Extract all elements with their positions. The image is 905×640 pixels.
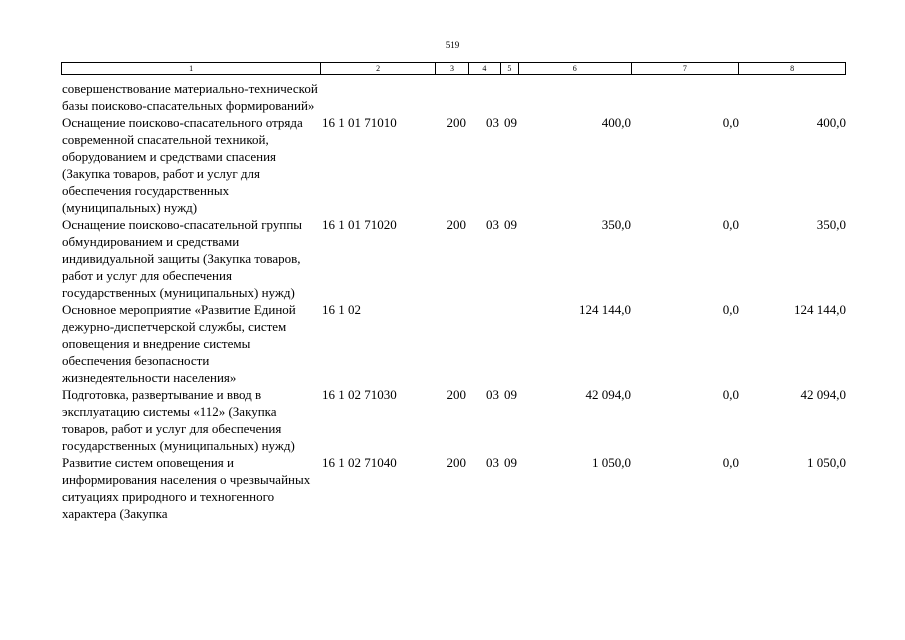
row-col3: 200 — [446, 387, 466, 402]
row-value-6: 42 094,0 — [585, 387, 631, 402]
table-row — [61, 386, 851, 454]
row-value-6: 400,0 — [601, 115, 631, 130]
row-code: 16 1 02 71030 — [322, 387, 397, 402]
page-number: 519 — [445, 40, 460, 50]
row-value-8 — [739, 80, 846, 114]
row-value-8: 1 050,0 — [807, 455, 846, 470]
row-col3: 200 — [446, 455, 466, 470]
row-name: Развитие систем оповещения и информирования населения о чрезвычайных ситуациях природного и техногенного характера (Закупка — [62, 455, 311, 521]
row-code: 16 1 02 71040 — [322, 455, 397, 470]
row-col4 — [468, 80, 500, 114]
row-code: 16 1 01 71010 — [322, 115, 397, 130]
row-col5 — [500, 301, 517, 386]
row-col3 — [435, 301, 468, 386]
row-value-6: 350,0 — [601, 217, 631, 232]
row-value-7: 0,0 — [722, 115, 739, 130]
row-value-7: 0,0 — [722, 302, 739, 317]
row-col5: 09 — [504, 455, 517, 470]
column-header-5: 5 — [500, 63, 518, 74]
row-value-8: 124 144,0 — [794, 302, 846, 317]
row-value-8: 42 094,0 — [800, 387, 846, 402]
row-value-7 — [631, 80, 739, 114]
row-code: 16 1 01 71020 — [322, 217, 397, 232]
column-header-4: 4 — [468, 63, 500, 74]
row-col4: 03 — [486, 455, 499, 470]
row-col4: 03 — [486, 387, 499, 402]
column-header-6: 6 — [518, 63, 631, 74]
column-header-8: 8 — [738, 63, 845, 74]
row-col4: 03 — [486, 217, 499, 232]
row-col4: 03 — [486, 115, 499, 130]
row-name: Оснащение поисково-спасательной группы обмундированием и средствами индивидуальной защиты (Закупка товаров, работ и услуг для обеспечения государственных (муниципальных) нужд) — [62, 217, 303, 300]
row-name: Оснащение поисково-спасательного отряда современной спасательной техникой, оборудованием и средствами спасения (Закупка товаров, работ и услуг для обеспечения государственных (муниципальных) нужд) — [62, 115, 303, 215]
row-value-8: 400,0 — [816, 115, 846, 130]
table-row — [61, 114, 851, 216]
column-header-2: 2 — [320, 63, 435, 74]
row-col5: 09 — [504, 217, 517, 232]
row-value-6: 124 144,0 — [579, 302, 631, 317]
table-row — [61, 80, 851, 114]
row-col3: 200 — [446, 115, 466, 130]
row-code: 16 1 02 — [322, 302, 361, 317]
row-value-7: 0,0 — [722, 217, 739, 232]
row-value-7: 0,0 — [722, 387, 739, 402]
column-header-1: 1 — [189, 64, 194, 73]
row-col5: 09 — [504, 115, 517, 130]
row-col4 — [468, 301, 500, 386]
row-col5 — [500, 80, 517, 114]
row-col3 — [435, 80, 468, 114]
table-row — [61, 454, 851, 522]
row-name: Подготовка, развертывание и ввод в эксплуатацию системы «112» (Закупка товаров, работ и услуг для обеспечения государственных (муниципальных) нужд) — [62, 387, 295, 453]
row-col5: 09 — [504, 387, 517, 402]
row-value-6: 1 050,0 — [592, 455, 631, 470]
row-value-6 — [517, 80, 631, 114]
row-name: Основное мероприятие «Развитие Единой дежурно-диспетчерской службы, систем оповещения и внедрение системы обеспечения безопасности жизнедеятельности населения» — [62, 302, 296, 385]
column-header-3: 3 — [435, 63, 468, 74]
table-row — [61, 301, 851, 386]
column-header-row — [61, 62, 846, 75]
row-code — [320, 80, 435, 114]
table-row — [61, 216, 851, 301]
row-value-8: 350,0 — [816, 217, 846, 232]
column-header-7: 7 — [631, 63, 739, 74]
row-col3: 200 — [446, 217, 466, 232]
row-value-7: 0,0 — [722, 455, 739, 470]
row-name: совершенствование материально-технической базы поисково-спасательных формирований» — [62, 81, 318, 113]
budget-table-body — [61, 80, 851, 522]
